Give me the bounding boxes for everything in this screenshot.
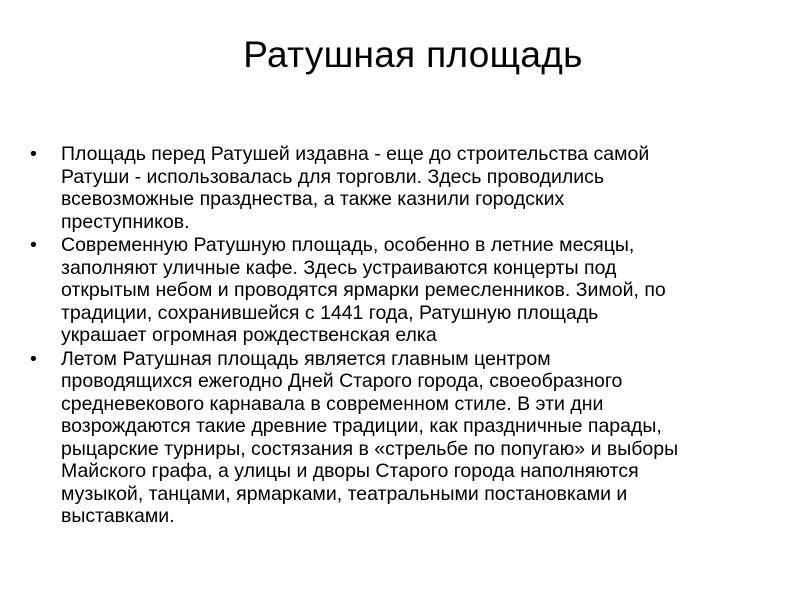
bullet-line: заполняют уличные кафе. Здесь устраиваются концерты под	[61, 256, 617, 279]
bullet-list	[30, 143, 770, 529]
bullet-line: открытым небом и проводятся ярмарки ремесленников. Зимой, по	[61, 279, 666, 301]
bullet-line: традиции, сохранившейся с 1441 года, Ратушную площадь	[61, 301, 599, 324]
bullet-line: музыкой, танцами, ярмарками, театральными постановками и	[61, 482, 628, 505]
bullet-line: средневекового карнавала в современном стиле. В эти дни	[61, 392, 604, 415]
bullet-line: возрождаются такие древние традиции, как праздничные парады,	[61, 415, 662, 437]
bullet-line: проводящихся ежегодно Дней Старого города, своеобразного	[61, 370, 623, 392]
bullet-line: украшает огромная рождественская елка	[61, 324, 437, 346]
bullet-line: Площадь перед Ратушей издавна - еще до строительства самой	[61, 143, 650, 165]
bullet-item	[30, 234, 770, 347]
bullet-dot-icon: •	[30, 347, 37, 370]
bullet-item	[30, 348, 770, 528]
bullet-line: всевозможные празднества, а также казнили городских	[61, 188, 565, 210]
bullet-dot-icon: •	[30, 143, 37, 165]
bullet-line: Ратуши - использовалась для торговли. Здесь проводились	[61, 165, 605, 188]
bullet-dot-icon: •	[30, 234, 37, 256]
bullet-line: Летом Ратушная площадь является главным центром	[61, 347, 551, 370]
bullet-item	[30, 143, 770, 233]
slide-title: Ратушная площадь	[243, 34, 583, 75]
bullet-line: преступников.	[61, 210, 190, 233]
bullet-line: выставками.	[61, 505, 175, 527]
bullet-line: рыцарские турниры, состязания в «стрельбе по попугаю» и выборы	[61, 437, 679, 460]
bullet-line: Майского графа, а улицы и дворы Старого города наполняются	[61, 460, 639, 482]
bullet-line: Современную Ратушную площадь, особенно в летние месяцы,	[61, 234, 635, 256]
